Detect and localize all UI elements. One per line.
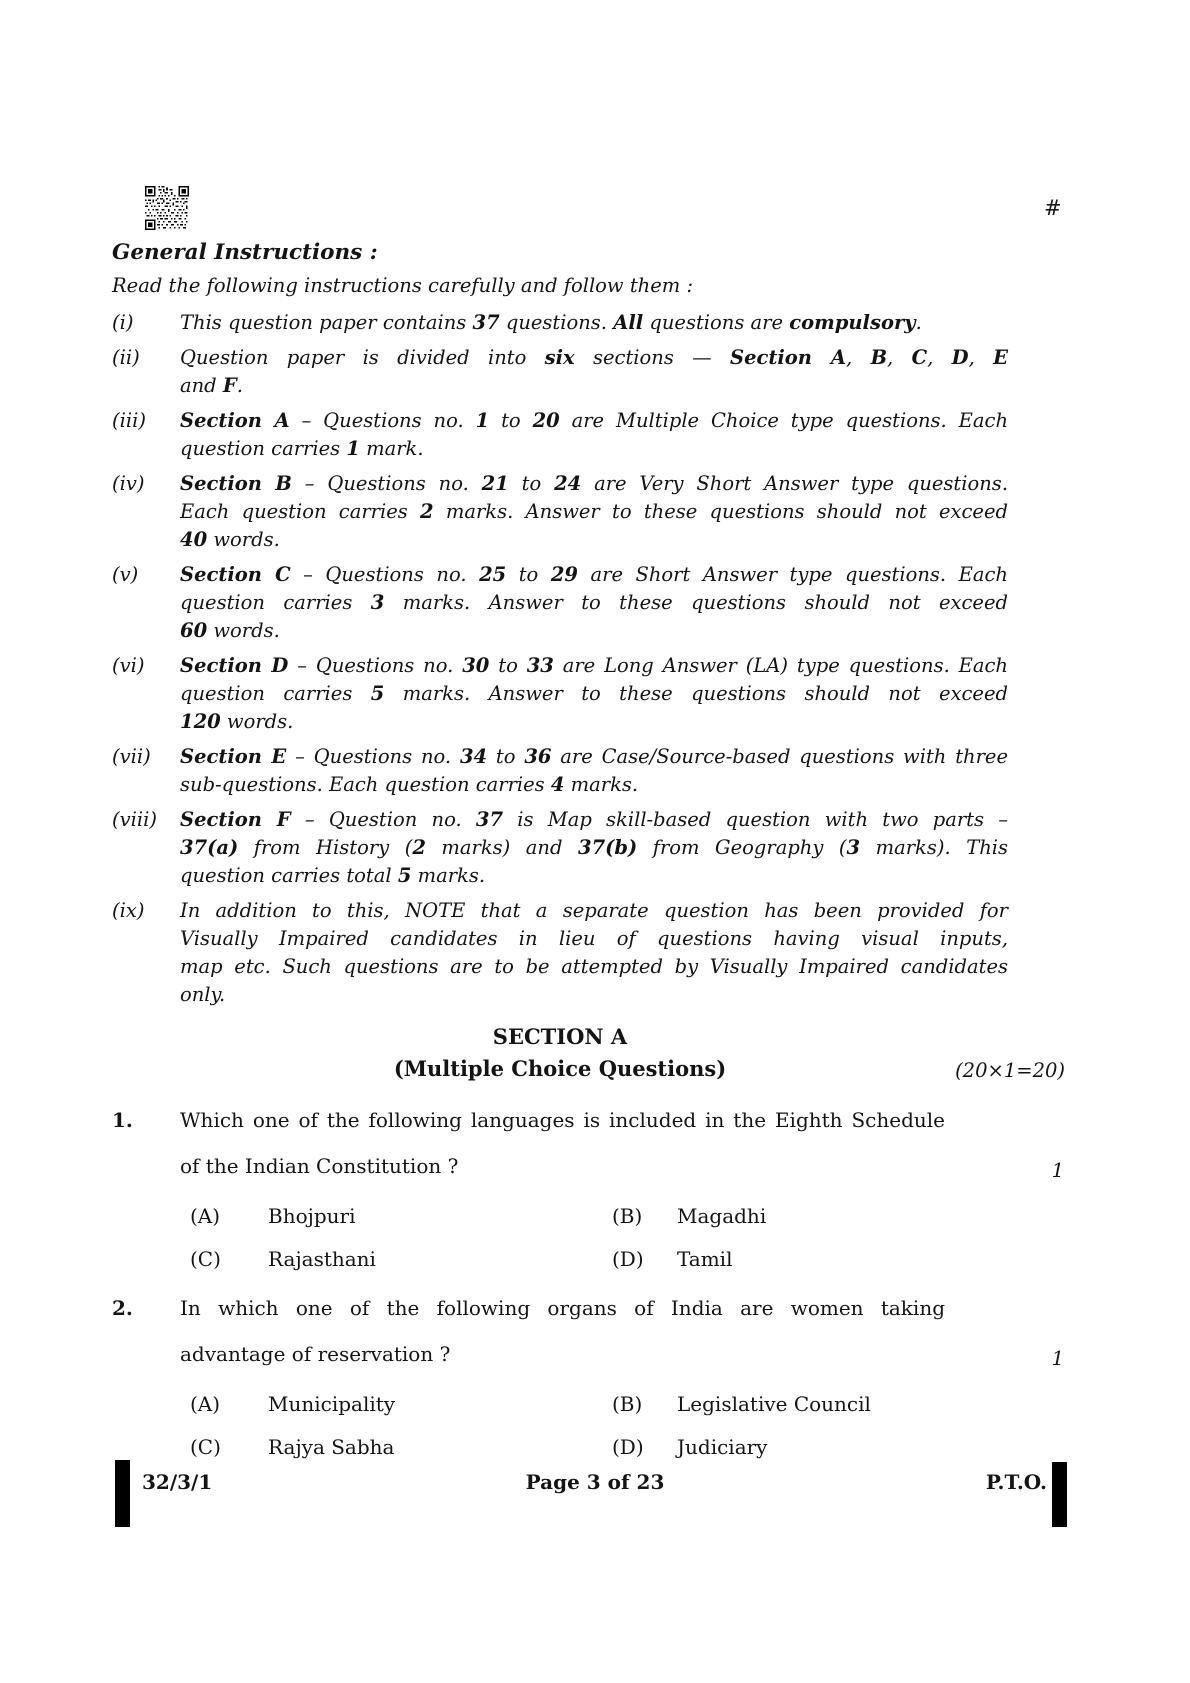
instruction-item-i (112, 309, 1066, 337)
text-line: question carries 1 mark. (180, 437, 424, 460)
question-text (180, 1285, 945, 1377)
option-text: Bhojpuri (268, 1204, 356, 1228)
text-line: question carries 5 marks. Answer to these questions should not exceed (180, 682, 1008, 705)
text-line: 37(a) from History (2 marks) and 37(b) from Geography (3 marks). This (180, 836, 1009, 859)
question-2 (112, 1285, 1066, 1461)
instruction-text (180, 561, 1008, 645)
option-text: Judiciary (677, 1435, 768, 1459)
text-line: map etc. Such questions are to be attempted by Visually Impaired candidates (180, 955, 1008, 978)
option-text: Tamil (677, 1247, 733, 1271)
option-row (112, 1390, 1066, 1418)
option-label: (C) (190, 1435, 221, 1459)
option-text: Municipality (268, 1392, 396, 1416)
instruction-item-ii (112, 344, 1066, 400)
instructions-title: General Instructions : (112, 240, 378, 265)
text-line: Section C – Questions no. 25 to 29 are Short Answer type questions. Each (180, 563, 1008, 586)
question-1 (112, 1097, 1066, 1273)
footer-pto: P.T.O. (985, 1470, 1047, 1494)
option-text: Rajasthani (268, 1247, 376, 1271)
option-label: (A) (190, 1392, 221, 1416)
option-text: Rajya Sabha (268, 1435, 395, 1459)
option-text: Legislative Council (677, 1392, 871, 1416)
instruction-item-vii (112, 743, 1066, 799)
instruction-text (180, 652, 1008, 736)
text-line: 60 words. (180, 619, 280, 642)
text-line: This question paper contains 37 questions. All questions are compulsory. (180, 311, 922, 334)
instruction-item-iv (112, 470, 1066, 554)
text-line: Section A – Questions no. 1 to 20 are Multiple Choice type questions. Each (180, 409, 1008, 432)
instruction-number: (i) (112, 311, 134, 334)
text-line: question carries total 5 marks. (180, 864, 486, 887)
instruction-number: (v) (112, 563, 139, 586)
option-label: (D) (612, 1247, 644, 1271)
option-row (112, 1202, 1066, 1230)
option-label: (B) (612, 1392, 643, 1416)
question-number: 2. (112, 1296, 133, 1320)
text-line: Question paper is divided into six sections — Section A, B, C, D, E (180, 346, 1008, 369)
text-line: Section F – Question no. 37 is Map skill-based question with two parts – (180, 808, 1008, 831)
text-line: of the Indian Constitution ? (180, 1154, 459, 1178)
text-line: In addition to this, NOTE that a separate question has been provided for (180, 899, 1008, 922)
hash-symbol: # (1044, 196, 1062, 220)
instruction-item-ix (112, 897, 1066, 1009)
text-line: Section D – Questions no. 30 to 33 are Long Answer (LA) type questions. Each (180, 654, 1008, 677)
instruction-item-viii (112, 806, 1066, 890)
text-line: advantage of reservation ? (180, 1342, 451, 1366)
text-line: question carries 3 marks. Answer to these questions should not exceed (180, 591, 1008, 614)
instruction-number: (iv) (112, 472, 145, 495)
instruction-item-v (112, 561, 1066, 645)
text-line: In which one of the following organs of India are women taking (180, 1296, 945, 1320)
text-line: and F. (180, 374, 243, 397)
question-text (180, 1097, 945, 1189)
instruction-text (180, 309, 1008, 337)
text-line: 120 words. (180, 710, 294, 733)
question-marks: 1 (1051, 1347, 1064, 1370)
instruction-text (180, 407, 1008, 463)
instruction-text (180, 743, 1008, 799)
option-label: (B) (612, 1204, 643, 1228)
option-label: (C) (190, 1247, 221, 1271)
instruction-text (180, 897, 1008, 1009)
footer-page-number: Page 3 of 23 (525, 1470, 665, 1494)
instruction-text (180, 806, 1008, 890)
section-subtitle: (Multiple Choice Questions) (393, 1056, 727, 1081)
instruction-number: (vii) (112, 745, 151, 768)
text-line: 40 words. (180, 528, 280, 551)
section-marks-scheme: (20×1=20) (955, 1059, 1065, 1082)
instruction-number: (iii) (112, 409, 146, 432)
text-line: Section E – Questions no. 34 to 36 are Case/Source-based questions with three (180, 745, 1008, 768)
text-line: Section B – Questions no. 21 to 24 are Very Short Answer type questions. (180, 472, 1009, 495)
footer-paper-code: 32/3/1 (142, 1470, 213, 1494)
text-line: Which one of the following languages is included in the Eighth Schedule (180, 1108, 945, 1132)
option-label: (D) (612, 1435, 644, 1459)
instructions-subtitle: Read the following instructions carefully and follow them : (112, 274, 694, 297)
instruction-number: (vi) (112, 654, 145, 677)
qr-code-image (145, 186, 189, 230)
instruction-text (180, 470, 1008, 554)
instruction-item-vi (112, 652, 1066, 736)
option-text: Magadhi (677, 1204, 767, 1228)
qr-code (145, 186, 1066, 230)
question-marks: 1 (1051, 1159, 1064, 1182)
option-row (112, 1433, 1066, 1461)
question-number: 1. (112, 1108, 133, 1132)
text-line: Each question carries 2 marks. Answer to these questions should not exceed (180, 500, 1008, 523)
text-line: only. (180, 983, 226, 1006)
instruction-text (180, 344, 1008, 400)
instruction-number: (ix) (112, 899, 145, 922)
section-title: SECTION A (492, 1024, 628, 1049)
text-line: sub-questions. Each question carries 4 marks. (180, 773, 639, 796)
instruction-item-iii (112, 407, 1066, 463)
text-line: Visually Impaired candidates in lieu of questions having visual inputs, (180, 927, 1008, 950)
section-header (112, 1021, 1065, 1085)
page-content (112, 186, 1066, 1461)
option-label: (A) (190, 1204, 221, 1228)
instruction-number: (viii) (112, 808, 157, 831)
instruction-number: (ii) (112, 346, 140, 369)
option-row (112, 1245, 1066, 1273)
